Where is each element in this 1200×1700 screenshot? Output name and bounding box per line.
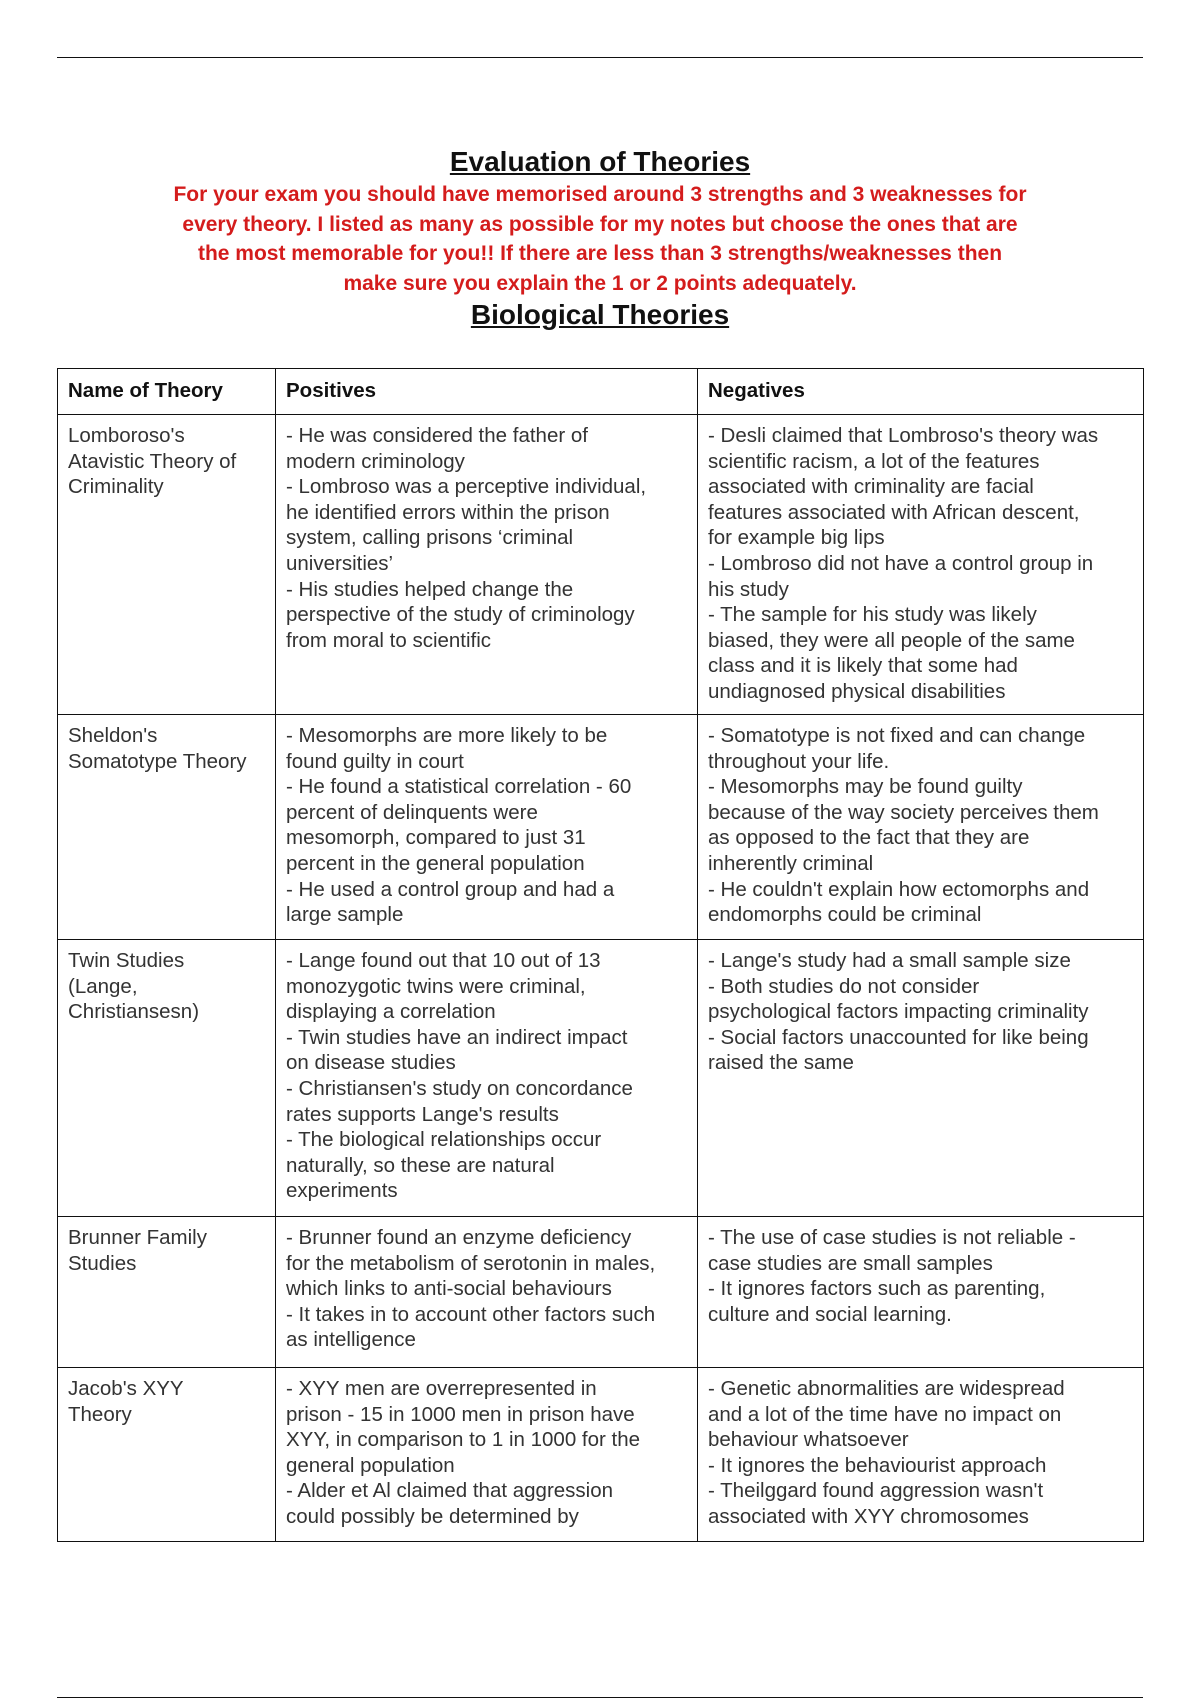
cell-line: - Theilggard found aggression wasn't	[708, 1479, 1044, 1503]
cell-line: behaviour whatsoever	[708, 1428, 909, 1452]
table-row	[58, 415, 1144, 715]
cell-line: endomorphs could be criminal	[708, 903, 982, 927]
cell-line: - He used a control group and had a	[286, 877, 615, 901]
page-title: Evaluation of Theories	[449, 146, 751, 177]
cell-line: Sheldon's	[68, 724, 158, 747]
cell-line: class and it is likely that some had	[708, 654, 1018, 678]
cell-line: experiments	[286, 1179, 398, 1203]
negatives-cell	[698, 1368, 1144, 1542]
cell-line: - Somatotype is not fixed and can change	[708, 724, 1086, 747]
note-line: make sure you explain the 1 or 2 points adequately.	[343, 271, 857, 295]
cell-line: and a lot of the time have no impact on	[708, 1402, 1062, 1426]
cell-line: scientific racism, a lot of the features	[708, 449, 1040, 473]
cell-line: because of the way society perceives them	[708, 800, 1099, 824]
cell-line: - Alder et Al claimed that aggression	[286, 1479, 614, 1503]
theory-name-cell	[58, 715, 276, 940]
cell-line: Brunner Family	[68, 1226, 207, 1249]
cell-line: which links to anti-social behaviours	[286, 1277, 612, 1301]
positives-cell	[276, 1217, 698, 1368]
positives-cell	[276, 940, 698, 1217]
cell-line: - Genetic abnormalities are widespread	[708, 1377, 1065, 1400]
theory-name-cell	[58, 415, 276, 715]
cell-line: features associated with African descent,	[708, 500, 1080, 524]
cell-line: undiagnosed physical disabilities	[708, 679, 1006, 703]
bottom-rule	[57, 1697, 1143, 1698]
header-positives: Positives	[276, 369, 698, 415]
cell-line: - Mesomorphs are more likely to be	[286, 724, 608, 747]
cell-line: culture and social learning.	[708, 1302, 952, 1326]
cell-line: prison - 15 in 1000 men in prison have	[286, 1402, 635, 1426]
cell-line: for example big lips	[708, 526, 885, 550]
cell-line: - Lange found out that 10 out of 13	[286, 949, 601, 972]
cell-line: his study	[708, 577, 789, 601]
cell-line: - Lombroso did not have a control group in	[708, 551, 1094, 575]
cell-line: - He couldn't explain how ectomorphs and	[708, 877, 1090, 901]
positives-cell	[276, 415, 698, 715]
header-name-of-theory: Name of Theory	[58, 369, 276, 415]
cell-line: - He found a statistical correlation - 60	[286, 775, 632, 799]
cell-line: Lomboroso's	[68, 424, 185, 447]
cell-line: - The sample for his study was likely	[708, 603, 1037, 627]
cell-line: associated with criminality are facial	[708, 475, 1034, 499]
cell-line: - Both studies do not consider	[708, 974, 980, 998]
cell-line: for the metabolism of serotonin in males,	[286, 1251, 656, 1275]
cell-line: system, calling prisons ‘criminal	[286, 526, 574, 550]
negatives-cell	[698, 1217, 1144, 1368]
cell-line: from moral to scientific	[286, 628, 492, 652]
cell-line: percent of delinquents were	[286, 800, 538, 824]
header-negatives: Negatives	[698, 369, 1144, 415]
table-row	[58, 1368, 1144, 1542]
negatives-cell	[698, 940, 1144, 1217]
cell-line: Jacob's XYY	[68, 1377, 184, 1400]
table-row	[58, 715, 1144, 940]
cell-line: - He was considered the father of	[286, 424, 588, 447]
cell-line: - Lange's study had a small sample size	[708, 949, 1071, 972]
cell-line: - The use of case studies is not reliable -	[708, 1226, 1076, 1249]
cell-line: - It ignores factors such as parenting,	[708, 1277, 1046, 1301]
negatives-cell	[698, 415, 1144, 715]
cell-line: Twin Studies	[68, 949, 185, 972]
cell-line: as intelligence	[286, 1328, 416, 1352]
cell-line: modern criminology	[286, 449, 465, 473]
cell-line: - Desli claimed that Lombroso's theory was	[708, 424, 1099, 447]
cell-line: associated with XYY chromosomes	[708, 1504, 1029, 1528]
cell-line: throughout your life.	[708, 749, 890, 773]
note-line: every theory. I listed as many as possible for my notes but choose the ones that are	[182, 212, 1018, 236]
cell-line: mesomorph, compared to just 31	[286, 826, 586, 850]
cell-line: (Lange,	[68, 974, 138, 998]
cell-line: inherently criminal	[708, 851, 874, 875]
cell-line: Criminality	[68, 475, 164, 499]
cell-line: Studies	[68, 1251, 137, 1275]
cell-line: biased, they were all people of the same	[708, 628, 1075, 652]
cell-line: could possibly be determined by	[286, 1504, 579, 1528]
top-rule	[57, 57, 1143, 58]
cell-line: - Lombroso was a perceptive individual,	[286, 475, 647, 499]
cell-line: Somatotype Theory	[68, 749, 247, 773]
table-row	[58, 1217, 1144, 1368]
cell-line: raised the same	[708, 1051, 854, 1075]
cell-line: Christiansesn)	[68, 1000, 200, 1024]
cell-line: general population	[286, 1453, 455, 1477]
cell-line: - The biological relationships occur	[286, 1128, 602, 1152]
cell-line: - Mesomorphs may be found guilty	[708, 775, 1023, 799]
cell-line: as opposed to the fact that they are	[708, 826, 1030, 850]
cell-line: perspective of the study of criminology	[286, 603, 635, 627]
theory-name-cell	[58, 1217, 276, 1368]
cell-line: - XYY men are overrepresented in	[286, 1377, 597, 1400]
note-line: the most memorable for you!! If there are less than 3 strengths/weaknesses then	[197, 242, 1003, 265]
table-row	[58, 940, 1144, 1217]
cell-line: - Social factors unaccounted for like being	[708, 1025, 1089, 1049]
cell-line: - Christiansen's study on concordance	[286, 1076, 633, 1100]
cell-line: he identified errors within the prison	[286, 500, 610, 524]
positives-cell	[276, 1368, 698, 1542]
cell-line: case studies are small samples	[708, 1251, 993, 1275]
cell-line: found guilty in court	[286, 749, 464, 773]
cell-line: - It ignores the behaviourist approach	[708, 1453, 1047, 1477]
cell-line: - Brunner found an enzyme deficiency	[286, 1226, 632, 1249]
cell-line: - His studies helped change the	[286, 577, 574, 601]
note-line: For your exam you should have memorised around 3 strengths and 3 weaknesses for	[173, 183, 1027, 206]
cell-line: XYY, in comparison to 1 in 1000 for the	[286, 1428, 641, 1452]
cell-line: large sample	[286, 903, 404, 927]
cell-line: rates supports Lange's results	[286, 1102, 559, 1126]
theories-table	[57, 368, 1144, 1542]
cell-line: percent in the general population	[286, 851, 585, 875]
cell-line: on disease studies	[286, 1051, 456, 1075]
cell-line: monozygotic twins were criminal,	[286, 974, 586, 998]
section-title: Biological Theories	[470, 299, 730, 330]
cell-line: psychological factors impacting criminality	[708, 1000, 1089, 1024]
cell-line: Theory	[68, 1402, 132, 1426]
cell-line: displaying a correlation	[286, 1000, 496, 1024]
theory-name-cell	[58, 940, 276, 1217]
cell-line: naturally, so these are natural	[286, 1153, 555, 1177]
theory-name-cell	[58, 1368, 276, 1542]
cell-line: universities’	[286, 551, 394, 575]
negatives-cell	[698, 715, 1144, 940]
table-header-row	[58, 369, 1144, 415]
exam-note	[130, 180, 1070, 298]
positives-cell	[276, 715, 698, 940]
cell-line: - Twin studies have an indirect impact	[286, 1025, 628, 1049]
cell-line: Atavistic Theory of	[68, 449, 237, 473]
cell-line: - It takes in to account other factors such	[286, 1302, 656, 1326]
